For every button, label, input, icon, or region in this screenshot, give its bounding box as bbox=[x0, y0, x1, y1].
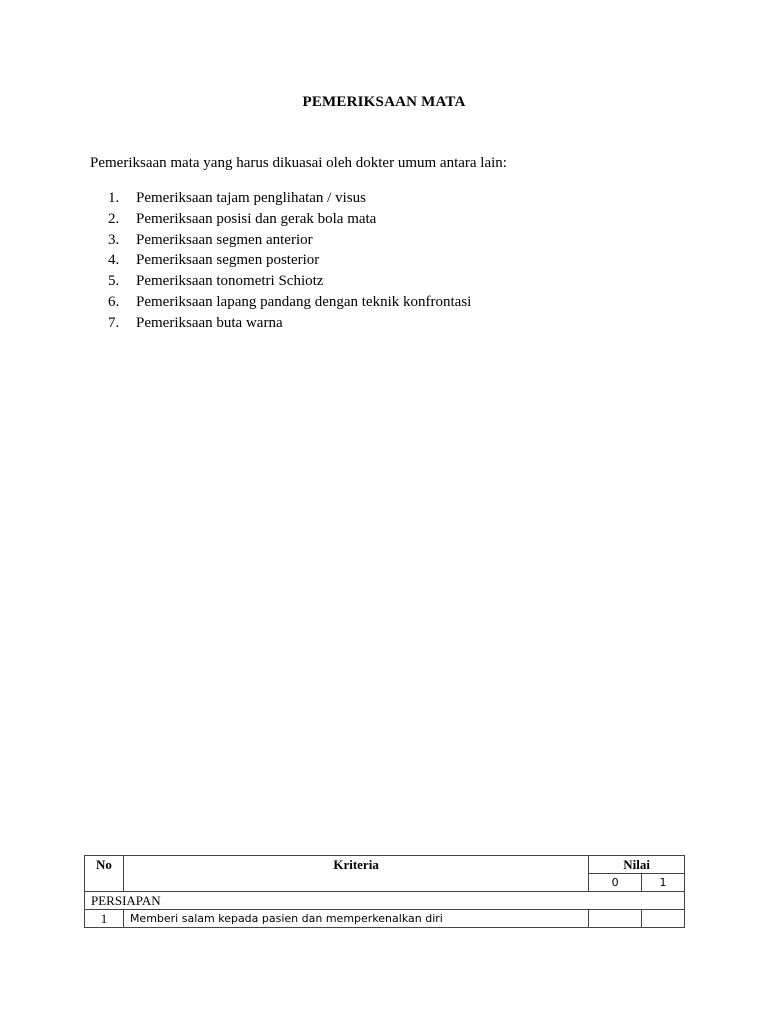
list-item bbox=[108, 313, 471, 334]
table-row bbox=[85, 910, 685, 928]
list-item-text: Pemeriksaan tajam penglihatan / visus bbox=[136, 190, 366, 206]
row-number: 1 bbox=[85, 910, 124, 928]
list-item bbox=[108, 292, 471, 313]
criteria-table bbox=[84, 855, 685, 928]
list-item-text: Pemeriksaan tonometri Schiotz bbox=[136, 273, 324, 290]
header-no: No bbox=[85, 856, 124, 892]
section-label: PERSIAPAN bbox=[85, 892, 685, 910]
table-header-row bbox=[85, 856, 685, 874]
list-item-number: 3. bbox=[108, 231, 120, 248]
header-nilai: Nilai bbox=[589, 856, 685, 874]
list-item-text: Pemeriksaan segmen anterior bbox=[136, 231, 313, 248]
list-item-number: 1. bbox=[108, 190, 120, 206]
list-item-text: Pemeriksaan lapang pandang dengan teknik konfrontasi bbox=[136, 293, 472, 310]
header-nilai-0: 0 bbox=[589, 874, 642, 892]
row-kriteria: Memberi salam kepada pasien dan memperkenalkan diri bbox=[123, 910, 588, 928]
table-section-row bbox=[85, 892, 685, 910]
list-item-text: Pemeriksaan segmen posterior bbox=[136, 252, 320, 269]
list-item-text: Pemeriksaan posisi dan gerak bola mata bbox=[136, 210, 377, 227]
list-item-number: 6. bbox=[108, 293, 120, 310]
list-item bbox=[108, 209, 471, 230]
header-nilai-1: 1 bbox=[642, 874, 685, 892]
intro-paragraph: Pemeriksaan mata yang harus dikuasai oleh dokter umum antara lain: bbox=[90, 155, 507, 171]
list-item bbox=[108, 188, 471, 209]
page-title: PEMERIKSAAN MATA bbox=[302, 94, 466, 110]
list-item-number: 4. bbox=[108, 252, 120, 269]
list-item-number: 5. bbox=[108, 273, 120, 290]
row-score-0-cell[interactable] bbox=[589, 910, 642, 928]
list-item bbox=[108, 271, 471, 292]
list-item bbox=[108, 230, 471, 251]
row-score-1-cell[interactable] bbox=[642, 910, 685, 928]
list-item-number: 7. bbox=[108, 314, 120, 331]
list-item bbox=[108, 250, 471, 271]
list-item-number: 2. bbox=[108, 210, 120, 227]
list-item-text: Pemeriksaan buta warna bbox=[136, 314, 283, 331]
header-kriteria: Kriteria bbox=[123, 856, 588, 892]
exam-list bbox=[108, 188, 471, 334]
